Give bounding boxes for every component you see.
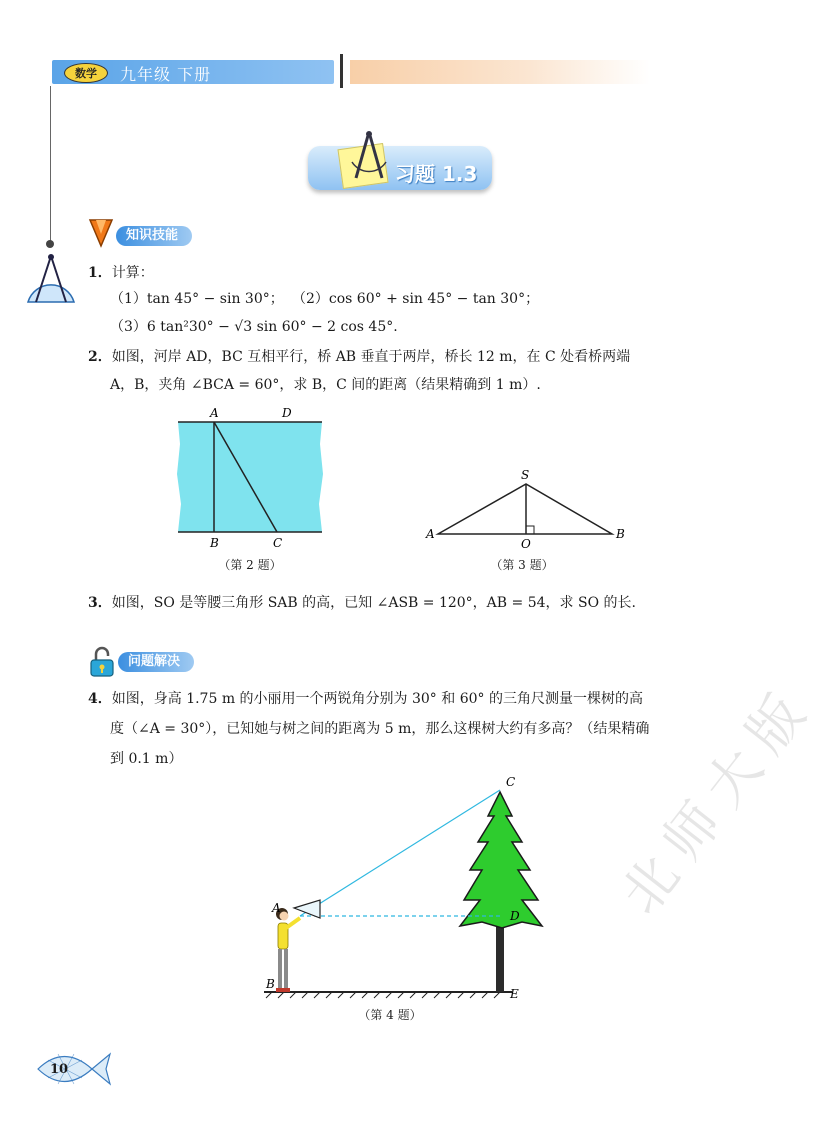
figure-4 <box>250 772 540 1004</box>
page-number: 10 <box>50 1062 69 1077</box>
compass-protractor-icon <box>24 252 78 306</box>
header-grade: 九年级 下册 <box>120 65 212 84</box>
problem-1-part-2: （2）cos 60° + sin 45° − tan 30°； <box>292 291 540 307</box>
header-decoration <box>350 60 650 84</box>
problem-1-part-1: （1）tan 45° − sin 30°； <box>110 291 284 307</box>
problem-1 <box>88 264 154 282</box>
label-c: C <box>273 536 283 550</box>
watermark: 北师大版 <box>608 672 826 926</box>
label-b: B <box>266 977 275 991</box>
label-a: A <box>210 406 219 420</box>
problem-4-line-3: 到 0.1 m） <box>110 751 183 767</box>
subject-badge: 数学 <box>64 63 108 83</box>
skills-icon <box>88 214 114 248</box>
section-skills: 知识技能 <box>116 226 192 246</box>
figure-2-caption: （第 2 题） <box>218 558 282 572</box>
label-b: B <box>210 536 219 550</box>
problem-2-text-1: 如图，河岸 AD，BC 互相平行，桥 AB 垂直于两岸，桥长 12 m，在 C 处看桥两端 <box>111 349 631 365</box>
exercise-title: 习题 1.3 <box>395 162 478 186</box>
problem-4-text-1: 如图，身高 1.75 m 的小丽用一个两锐角分别为 30° 和 60° 的三角尺测量一棵树的高 <box>111 691 643 707</box>
right-angle-mark <box>526 526 534 534</box>
figure-4-caption: （第 4 题） <box>358 1008 422 1022</box>
problem-3-text-1: 如图，SO 是等腰三角形 SAB 的高，已知 ∠ASB = 120°，AB = 54，求 SO 的长. <box>111 595 636 611</box>
problem-1-part-3: （3）6 tan²30° − √3 sin 60° − 2 cos 45°. <box>110 319 398 335</box>
figure-3-caption: （第 3 题） <box>490 558 554 572</box>
problem-2-line-2: A，B，夹角 ∠BCA = 60°，求 B，C 间的距离（结果精确到 1 m）. <box>110 377 541 393</box>
problem-1-title: 计算： <box>111 265 154 281</box>
fish-icon <box>34 1046 114 1092</box>
girl-figure <box>276 908 300 992</box>
label-a: A <box>272 901 281 915</box>
margin-line <box>50 86 51 246</box>
label-d: D <box>510 909 520 923</box>
compass-icon <box>346 128 392 184</box>
set-square <box>294 900 320 918</box>
label-e: E <box>510 987 519 1001</box>
problem-4-line-2: 度（∠A = 30°），已知她与树之间的距离为 5 m，那么这棵树大约有多高？（结果精确 <box>110 721 650 737</box>
padlock-icon <box>88 646 116 678</box>
header-divider <box>340 54 343 88</box>
problem-3-line-1 <box>88 594 636 612</box>
label-d: D <box>282 406 292 420</box>
problem-3-number: 3． <box>88 595 112 611</box>
margin-dot <box>46 240 54 248</box>
figure-2 <box>170 404 330 554</box>
problem-2-number: 2． <box>88 349 112 365</box>
problem-2-line-1 <box>88 348 630 366</box>
label-s: S <box>521 468 530 482</box>
figure-3 <box>420 466 630 552</box>
problem-4-number: 4． <box>88 691 112 707</box>
section-problem-solving: 问题解决 <box>118 652 194 672</box>
label-a: A <box>426 527 435 541</box>
river <box>177 422 323 532</box>
problem-1-number: 1． <box>88 265 112 281</box>
tree-crown <box>460 792 542 928</box>
label-b: B <box>616 527 625 541</box>
problem-4-line-1 <box>88 690 643 708</box>
triangle-sab <box>438 484 612 534</box>
label-o: O <box>521 537 531 551</box>
label-c: C <box>506 775 516 789</box>
